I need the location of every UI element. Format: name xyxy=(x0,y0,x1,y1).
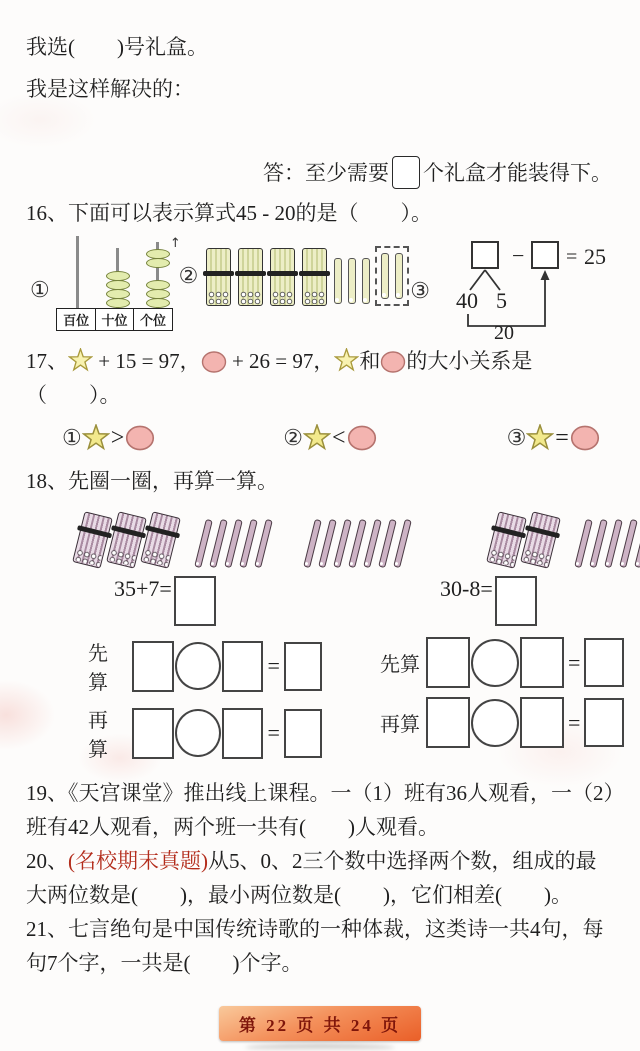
operand-box xyxy=(426,637,470,688)
operand-box xyxy=(132,708,174,759)
q18-right-column xyxy=(380,570,640,762)
single-stick-icon xyxy=(348,258,356,304)
q16-options-row xyxy=(0,230,640,340)
q16-option2-sticks xyxy=(179,246,410,306)
circle-icon xyxy=(201,351,227,373)
option2-number: ② xyxy=(178,263,199,288)
q18-right-sticks xyxy=(492,508,640,570)
star-icon xyxy=(526,424,554,452)
relation-symbol: = xyxy=(555,424,569,451)
operand-box xyxy=(222,641,264,692)
q17-tail: 的大小关系是（ ）。 xyxy=(26,349,533,407)
option-number: ① xyxy=(62,425,82,450)
page-footer xyxy=(0,1006,640,1051)
equals-sign: = xyxy=(267,653,280,678)
answer-box xyxy=(174,576,216,626)
q20-body: 从5、0、2三个数中选择两个数，组成的最大两位数是( )，最小两位数是( )，它们相差( )。 xyxy=(26,849,597,907)
single-stick-icon xyxy=(334,258,342,304)
answer-line xyxy=(0,156,640,190)
number-bond-diagram xyxy=(432,236,622,340)
q18-title: 18、先圈一圈，再算一算。 xyxy=(26,469,278,493)
q17-option-2 xyxy=(283,424,376,452)
abacus-icon xyxy=(58,236,181,331)
operand-box xyxy=(520,637,564,688)
star-icon xyxy=(334,348,359,373)
circle-icon xyxy=(125,425,155,451)
equals-sign: = xyxy=(568,709,581,735)
star-icon xyxy=(68,348,93,373)
single-stick-icon xyxy=(362,258,370,304)
q17-and: 和 xyxy=(359,349,381,373)
option-number: ② xyxy=(283,425,304,450)
q18-left-column xyxy=(62,570,322,762)
place-label-hundreds: 百位 xyxy=(56,308,96,331)
q17-eq2: + 26 = 97， xyxy=(226,349,335,373)
q17-eq1: + 15 = 97， xyxy=(93,349,201,373)
q17-options-row xyxy=(0,424,640,452)
q17-option-3 xyxy=(507,424,600,452)
svg-text:25: 25 xyxy=(583,244,606,269)
first-calc-label: 先算 xyxy=(380,654,420,676)
abacus-bead-raised xyxy=(146,258,170,268)
option1-number: ① xyxy=(30,277,50,302)
q18-left-then-line xyxy=(88,704,322,762)
stick-bundle-icon xyxy=(302,248,327,306)
q16-title: 16、下面可以表示算式45 - 20的是（ ）。 xyxy=(26,201,432,225)
q18-right-first-line xyxy=(380,637,640,688)
single-stick-icon xyxy=(254,519,273,568)
answer-suffix: 个礼盒才能装得下。 xyxy=(423,161,612,185)
first-calc-label: 先算 xyxy=(88,643,108,694)
operand-box xyxy=(520,697,564,748)
abacus-hundreds-rod xyxy=(58,236,98,308)
q17-title xyxy=(0,344,640,412)
abacus-bead xyxy=(106,298,130,308)
q17-number: 17、 xyxy=(26,349,68,373)
q18-right-expression xyxy=(440,576,640,628)
q20-text xyxy=(0,844,640,912)
circle-icon xyxy=(380,351,406,373)
stick-bundle-icon xyxy=(206,248,231,306)
q18-left-expression xyxy=(114,576,322,628)
svg-text:40: 40 xyxy=(455,288,478,313)
operand-box xyxy=(222,708,264,759)
single-stick-icon xyxy=(381,253,389,299)
choose-box-line: 我选( )号礼盒。 xyxy=(26,35,208,59)
q18-sticks-row xyxy=(0,508,640,570)
stick-bundle-icon xyxy=(238,248,263,306)
single-stick-icon xyxy=(395,253,403,299)
equals-sign: = xyxy=(568,649,581,675)
svg-text:−: − xyxy=(511,243,525,268)
up-arrow-icon: ↑ xyxy=(169,236,181,251)
solve-line: 我是这样解决的： xyxy=(26,77,194,101)
circle-icon xyxy=(347,425,377,451)
stick-bundle-icon xyxy=(270,248,295,306)
result-box xyxy=(284,642,322,691)
circle-icon xyxy=(570,425,600,451)
equals-sign: = xyxy=(267,720,280,745)
q17-option-1 xyxy=(62,424,155,452)
expression-text: 30-8= xyxy=(440,576,493,601)
svg-text:5: 5 xyxy=(495,288,507,313)
relation-symbol: < xyxy=(332,424,346,451)
star-icon xyxy=(303,424,331,452)
answer-box xyxy=(495,576,537,626)
then-calc-label: 再算 xyxy=(380,714,420,736)
answer-prefix: 答：至少需要 xyxy=(263,161,389,185)
abacus-tens-rod xyxy=(98,236,138,308)
q18-right-then-line xyxy=(380,697,640,748)
q18-left-first-line xyxy=(88,637,322,695)
option-number: ③ xyxy=(506,425,527,450)
then-calc-label: 再算 xyxy=(88,710,108,761)
badge-reflection xyxy=(245,1044,395,1051)
operator-circle xyxy=(175,642,221,690)
abacus-bead xyxy=(146,298,170,308)
operator-circle xyxy=(471,639,519,687)
single-stick-icon xyxy=(393,519,412,568)
dashed-selection-box xyxy=(375,246,409,306)
abacus-ones-rod xyxy=(138,236,181,308)
q20-highlight: (名校期末真题) xyxy=(68,849,208,873)
page-number-badge: 第 22 页 共 24 页 xyxy=(219,1006,421,1041)
operator-circle xyxy=(471,699,519,747)
option3-number: ③ xyxy=(410,278,430,303)
q21-text: 21、七言绝句是中国传统诗歌的一种体裁，这类诗一共4句，每句7个字，一共是( )个字。 xyxy=(26,917,604,975)
q16-option1-abacus xyxy=(30,236,181,331)
q19-text: 19、《天宫课堂》推出线上课程。一（1）班有36人观看，一（2）班有42人观看，两个班一共有( )人观看。 xyxy=(26,781,614,839)
q18-work-area xyxy=(0,570,640,762)
svg-text:20: 20 xyxy=(493,322,514,340)
svg-text:=: = xyxy=(565,246,578,268)
result-box xyxy=(584,698,624,747)
result-box xyxy=(284,709,322,758)
relation-symbol: > xyxy=(110,424,125,451)
result-box xyxy=(584,638,624,687)
operand-box xyxy=(426,697,470,748)
answer-blank-box xyxy=(392,156,420,189)
place-label-tens: 十位 xyxy=(95,308,135,331)
place-label-ones: 个位 xyxy=(133,308,173,331)
operator-circle xyxy=(175,709,221,757)
star-icon xyxy=(82,424,110,452)
q18-left-sticks xyxy=(78,508,414,570)
q20-number: 20、 xyxy=(26,849,68,873)
q16-option3-diagram xyxy=(410,236,622,340)
expression-text: 35+7= xyxy=(114,576,172,601)
operand-box xyxy=(132,641,174,692)
